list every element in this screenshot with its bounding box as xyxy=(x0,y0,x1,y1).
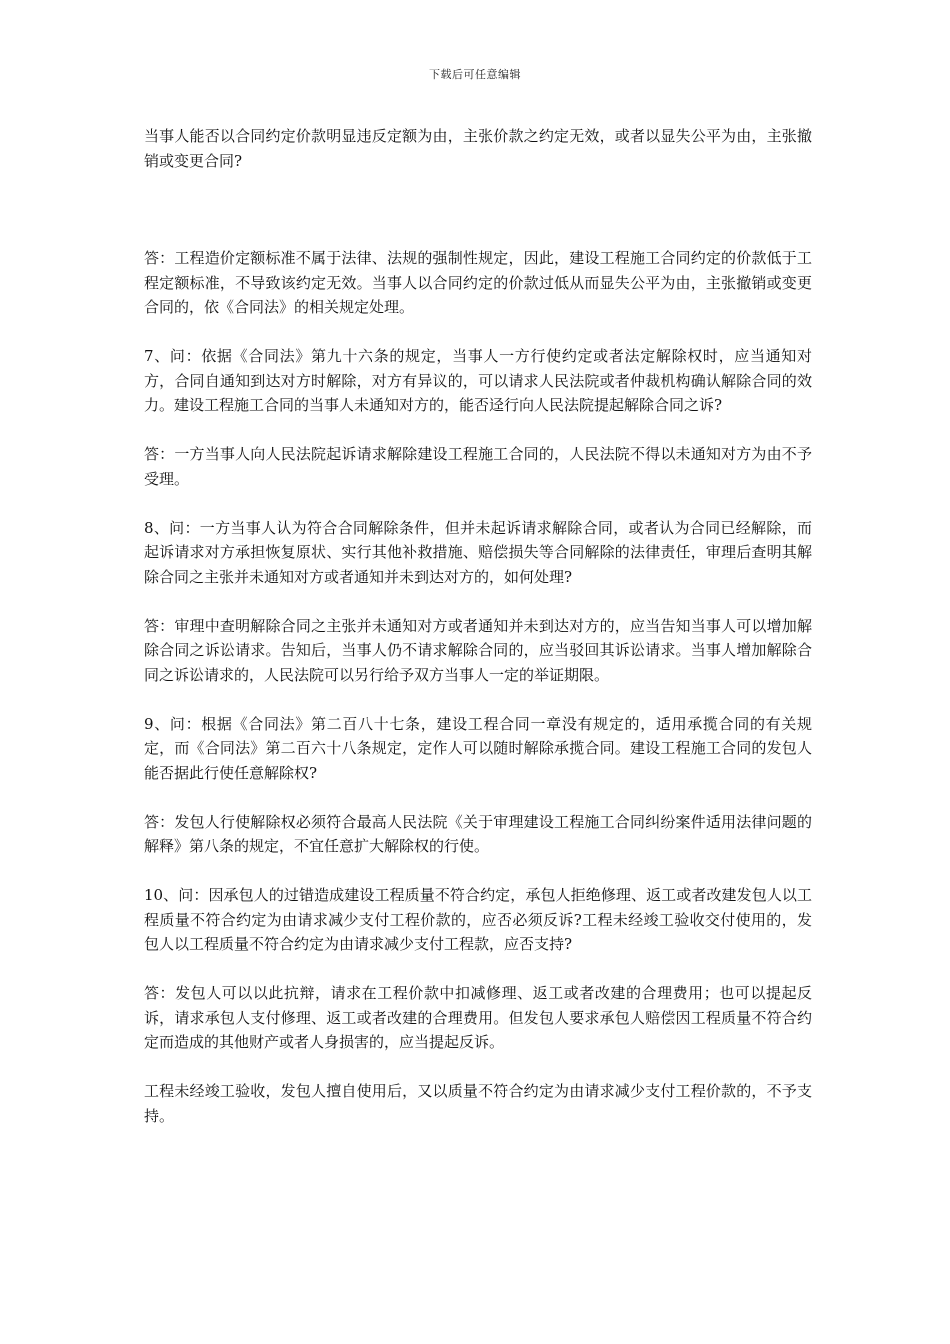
document-body xyxy=(144,124,812,1153)
paragraph-question-9: 9、问：根据《合同法》第二百八十七条，建设工程合同一章没有规定的，适用承揽合同的有关规定，而《合同法》第二百六十八条规定，定作人可以随时解除承揽合同。建设工程施工合同的发包人能否据此行使任意解除权? xyxy=(144,714,812,782)
paragraph-answer-10-continued: 工程未经竣工验收，发包人擅自使用后，又以质量不符合约定为由请求减少支付工程价款的，不予支持。 xyxy=(144,1082,812,1125)
paragraph-question-7: 7、问：依据《合同法》第九十六条的规定，当事人一方行使约定或者法定解除权时，应当通知对方，合同自通知到达对方时解除，对方有异议的，可以请求人民法院或者仲裁机构确认解除合同的效力。建设工程施工合同的当事人未通知对方的，能否迳行向人民法院提起解除合同之诉? xyxy=(144,347,812,414)
paragraph-answer-6: 答：工程造价定额标准不属于法律、法规的强制性规定，因此，建设工程施工合同约定的价款低于工程定额标准，不导致该约定无效。当事人以合同约定的价款过低从而显失公平为由，主张撤销或变更合同的，依《合同法》的相关规定处理。 xyxy=(144,249,812,316)
paragraph-answer-9: 答：发包人行使解除权必须符合最高人民法院《关于审理建设工程施工合同纠纷案件适用法律问题的解释》第八条的规定，不宜任意扩大解除权的行使。 xyxy=(144,812,812,855)
paragraph-question-10: 10、问：因承包人的过错造成建设工程质量不符合约定，承包人拒绝修理、返工或者改建发包人以工程质量不符合约定为由请求减少支付工程价款的，应否必须反诉?工程未经竣工验收交付使用的，发包人以工程质量不符合约定为由请求减少支付工程款，应否支持? xyxy=(144,886,812,953)
paragraph-answer-7: 答：一方当事人向人民法院起诉请求解除建设工程施工合同的，人民法院不得以未通知对方为由不予受理。 xyxy=(144,445,812,488)
paragraph-answer-8: 答：审理中查明解除合同之主张并未通知对方或者通知并未到达对方的，应当告知当事人可以增加解除合同之诉讼请求。告知后，当事人仍不请求解除合同的，应当驳回其诉讼请求。当事人增加解除合同之诉讼请求的，人民法院可以另行给予双方当事人一定的举证期限。 xyxy=(144,616,812,684)
paragraph-question-8: 8、问：一方当事人认为符合合同解除条件，但并未起诉请求解除合同，或者认为合同已经解除，而起诉请求对方承担恢复原状、实行其他补救措施、赔偿损失等合同解除的法律责任，审理后查明其解除合同之主张并未通知对方或者通知并未到达对方的，如何处理? xyxy=(144,518,812,586)
paragraph-question-6-continued: 当事人能否以合同约定价款明显违反定额为由，主张价款之约定无效，或者以显失公平为由，主张撤销或变更合同? xyxy=(144,127,812,170)
paragraph-answer-10: 答：发包人可以以此抗辩，请求在工程价款中扣减修理、返工或者改建的合理费用；也可以提起反诉，请求承包人支付修理、返工或者改建的合理费用。但发包人要求承包人赔偿因工程质量不符合约定而造成的其他财产或者人身损害的，应当提起反诉。 xyxy=(144,984,812,1051)
page-header-note: 下载后可任意编辑 xyxy=(429,68,521,81)
